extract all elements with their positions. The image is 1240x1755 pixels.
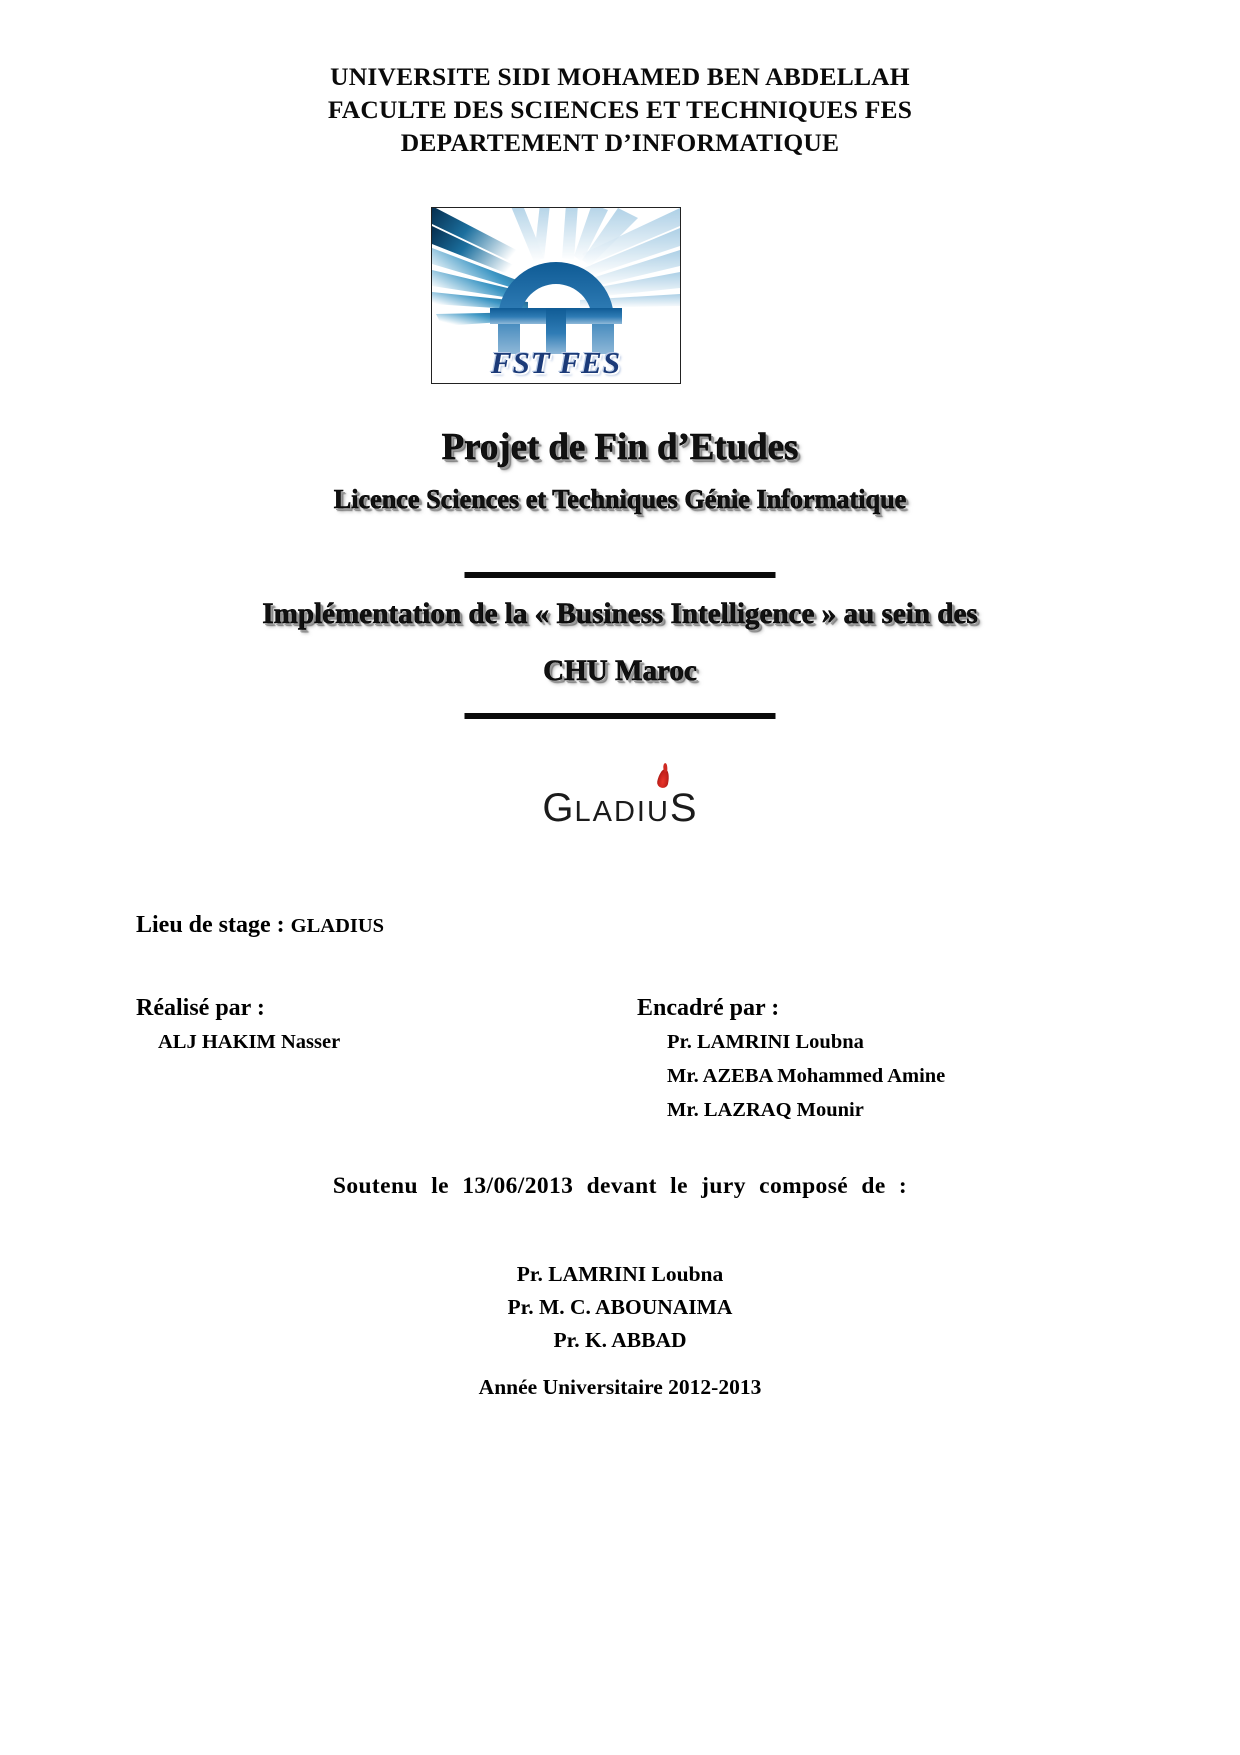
- thesis-subject-title: [0, 585, 1240, 699]
- academic-year: Année Universitaire 2012-2013: [478, 1375, 762, 1399]
- title-divider-bottom: [465, 713, 776, 719]
- defense-statement: Soutenu le 13/06/2013 devant le jury composé de :: [332, 1173, 908, 1199]
- supervisors-heading: Encadré par :: [637, 995, 780, 1021]
- author-name: ALJ HAKIM Nasser: [158, 1031, 341, 1053]
- gladius-wordmark: [542, 788, 697, 828]
- gladius-company-logo: [0, 788, 1240, 848]
- authors-column: [136, 992, 566, 1059]
- internship-place: [136, 910, 384, 941]
- jury-member: Pr. K. ABBAD: [553, 1328, 687, 1352]
- authors-heading: Réalisé par :: [136, 995, 265, 1021]
- title-divider-top: [465, 572, 776, 578]
- header-line-department: DEPARTEMENT D’INFORMATIQUE: [400, 128, 840, 157]
- header-line-university: UNIVERSITE SIDI MOHAMED BEN ABDELLAH: [330, 62, 910, 91]
- supervisor-name: Mr. AZEBA Mohammed Amine: [667, 1065, 946, 1087]
- project-type-title: Projet de Fin d’Etudes: [441, 426, 799, 468]
- internship-place-label: Lieu de stage :: [136, 912, 285, 938]
- fst-fes-logo: [431, 207, 681, 384]
- internship-place-value: GLADIUS: [290, 915, 385, 937]
- institution-header: [0, 60, 1240, 159]
- jury-list: [0, 1258, 1240, 1357]
- gladius-letter-g: G: [542, 786, 575, 830]
- gladius-letter-s: S: [669, 786, 698, 830]
- jury-member: Pr. LAMRINI Loubna: [516, 1262, 724, 1286]
- supervisors-column: [637, 992, 1157, 1127]
- thesis-subject-line-2: CHU Maroc: [543, 654, 697, 687]
- supervisor-name: Mr. LAZRAQ Mounir: [667, 1099, 864, 1121]
- flame-icon: [656, 768, 671, 789]
- thesis-subject-line-1: Implémentation de la « Business Intelligence » au sein des: [262, 597, 978, 630]
- fst-fes-logo-caption: FST FES: [490, 345, 622, 380]
- jury-member: Pr. M. C. ABOUNAIMA: [507, 1295, 733, 1319]
- gladius-letters-ladiu: LADIU: [574, 796, 670, 828]
- header-line-faculty: FACULTE DES SCIENCES ET TECHNIQUES FES: [327, 95, 913, 124]
- people-section: [0, 992, 1240, 1142]
- supervisor-name: Pr. LAMRINI Loubna: [667, 1031, 864, 1053]
- degree-subtitle: Licence Sciences et Techniques Génie Informatique: [333, 484, 907, 514]
